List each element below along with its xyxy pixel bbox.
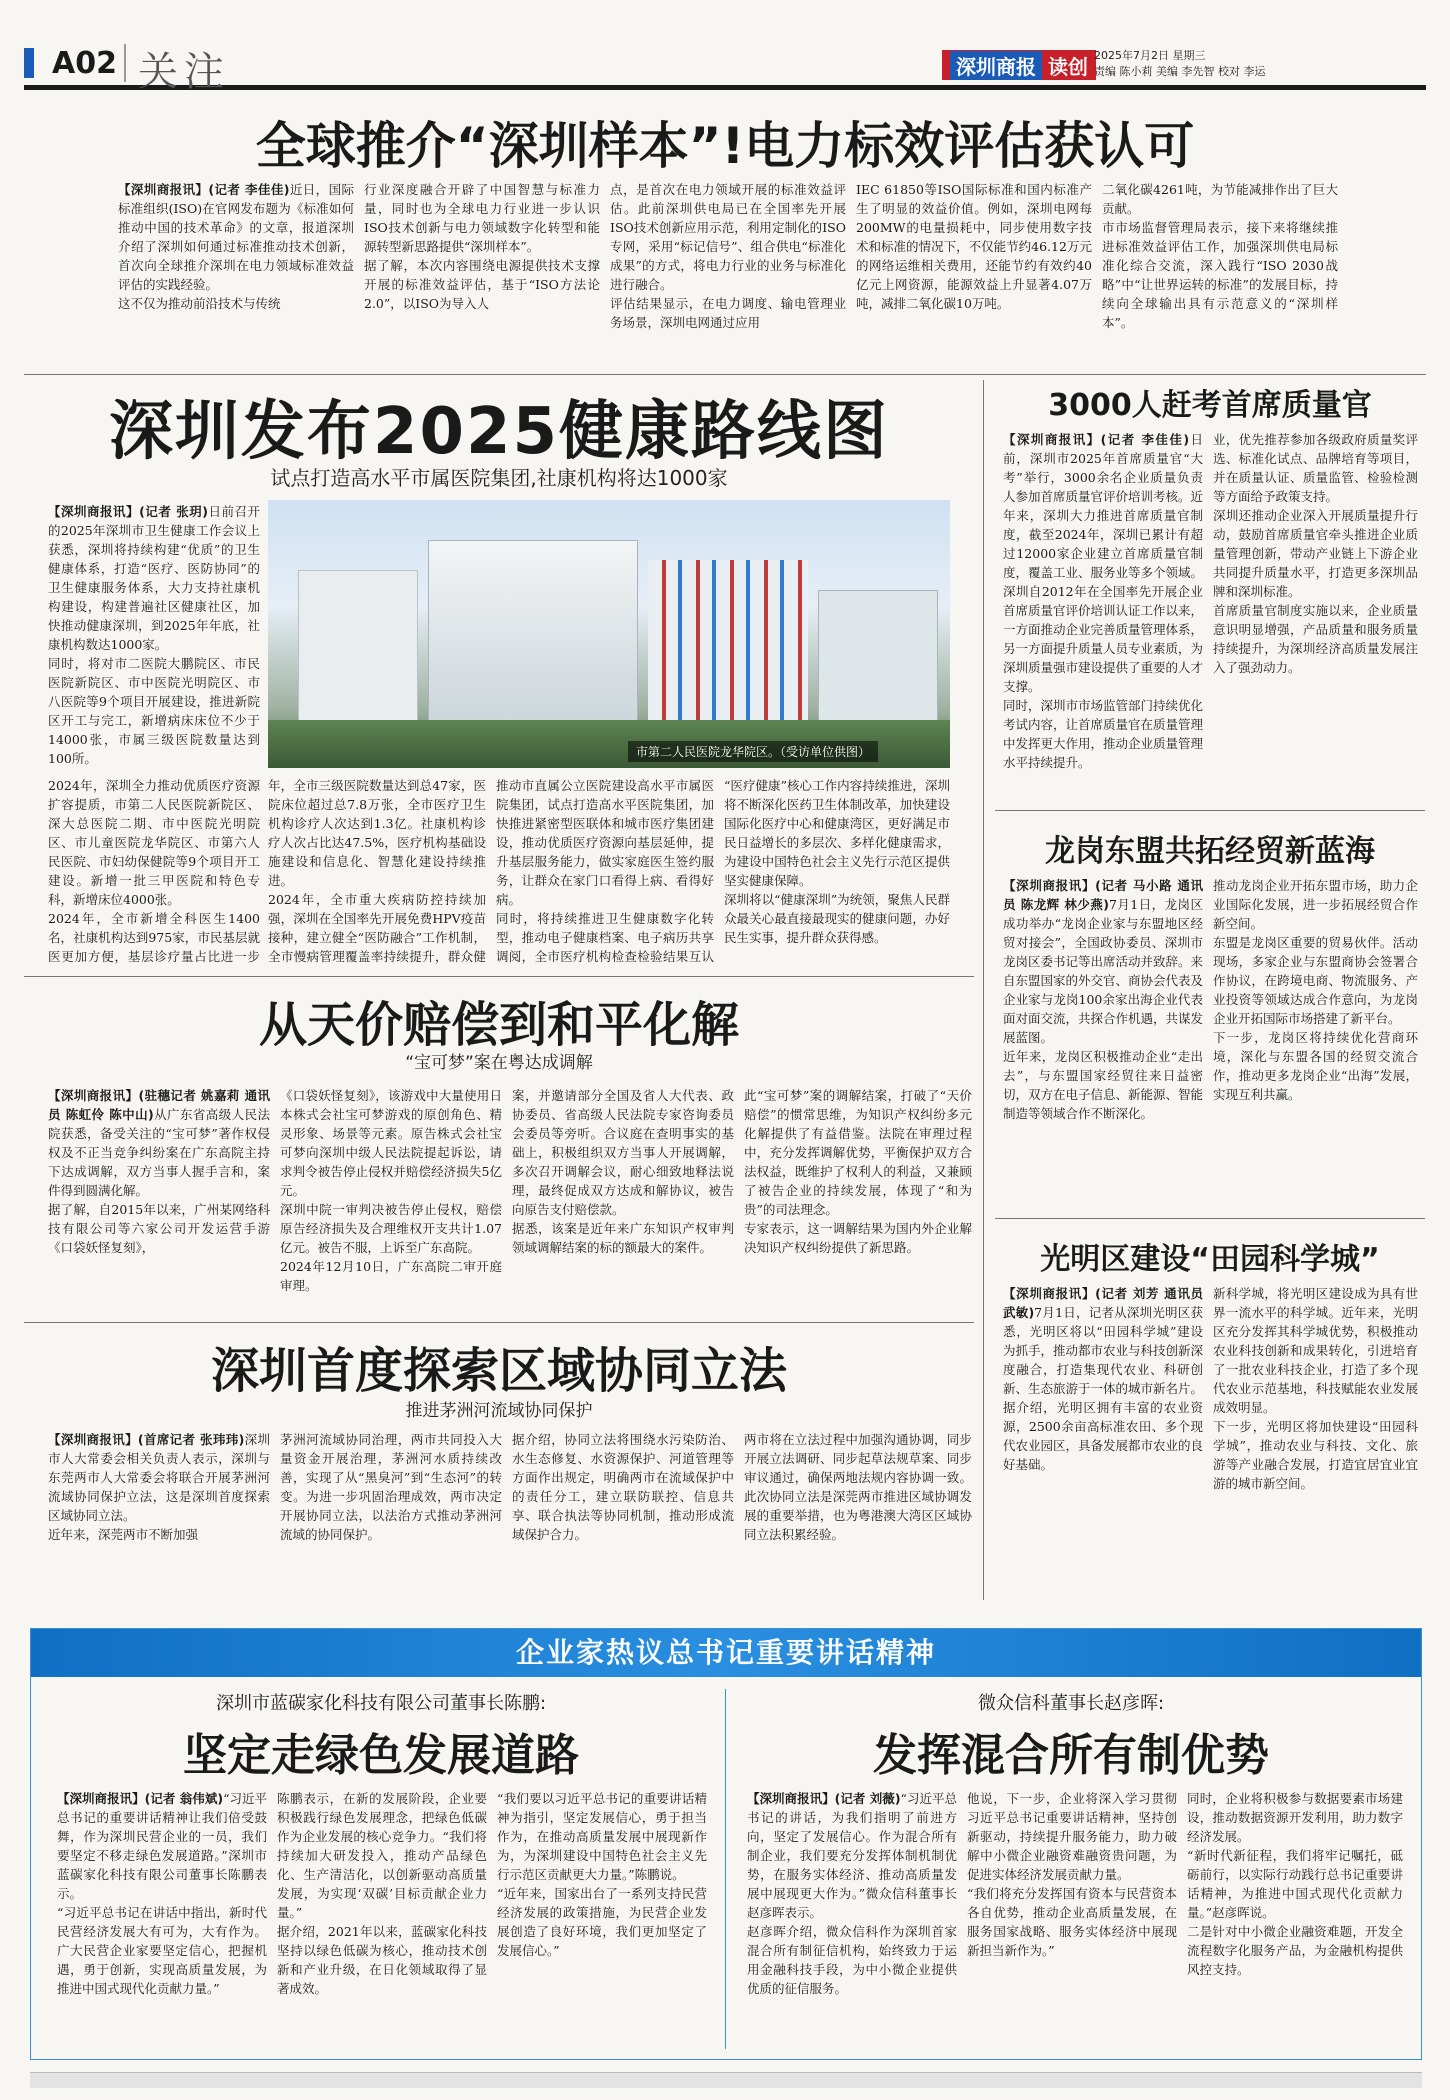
story2-col3 <box>268 776 486 966</box>
band-right-col2-text: 他说，下一步，企业将深入学习贯彻习近平总书记重要讲话精神，坚持创新驱动，持续提升服务能力，助力破解中小微企业融资难融资贵问题，为促进实体经济发展贡献力量。 “我们将充分发挥国有资本与民营资本各自优势，推动企业高质量发展，在服务国家战略、服务实体经济中展现新担当新作为。” <box>967 1791 1177 1958</box>
divider-story4 <box>995 1218 1425 1219</box>
issue-info <box>1094 48 1424 80</box>
band-right-col3-text: 同时，企业将积极参与数据要素市场建设，推动数据资源开发利用，助力数字经济发展。 “新时代新征程，我们将牢记嘱托，砥砺前行，以实际行动践行总书记重要讲话精神，为推进中国式现代化贡献力量。”赵彦晖说。 二是针对中小微企业融资难题，开发全流程数字化服务产品，为金融机构提供风控支持。 <box>1187 1791 1403 1977</box>
story5-col2 <box>280 1086 502 1314</box>
paper-logo-name: 深圳商报 <box>950 51 1042 80</box>
byline: 【深圳商报讯】(记者 李佳佳) <box>1003 432 1190 447</box>
story7-col4-text: 两市将在立法过程中加强沟通协调，同步开展立法调研、同步起草法规草案、同步审议通过，确保两地法规内容协调一致。此次协同立法是深莞两市推进区域协调发展的重要举措，也为粤港澳大湾区区域协同立法积累经验。 <box>744 1432 972 1542</box>
story4-col1-text: 【深圳商报讯】(记者 马小路 通讯员 陈龙辉 林少燕)7月1日，龙岗区成功举办“龙岗企业家与东盟地区经贸对接会”，全国政协委员、深圳市龙岗区委书记等出席活动并致辞。来自东盟国家的外交官、商协会代表及企业家与龙岗100余家出海企业代表面对面交流，共探合作机遇，共谋发展蓝图。 近年来，龙岗区积极推动企业“走出去”，与东盟国家经贸往来日益密切，双方在电子信息、新能源、智能制造等领域合作不断深化。 <box>1003 878 1203 1121</box>
story1-col1 <box>118 180 354 376</box>
story3-col2-text: 业，优先推荐参加各级政府质量奖评选、标准化试点、品牌培育等项目，并在质量认证、质量监管、检验检测等方面给予政策支持。 深圳还推动企业深入开展质量提升行动，鼓励首席质量官牵头推进企业质量管理创新，带动产业链上下游企业共同提升质量水平，打造更多深圳品牌和深圳标准。 首席质量官制度实施以来，企业质量意识明显增强，产品质量和服务质量持续提升，为深圳经济高质量发展注入了强劲动力。 <box>1213 432 1418 675</box>
story5-col4-text: 此“宝可梦”案的调解结案，打破了“天价赔偿”的惯常思维，为知识产权纠纷多元化解提供了有益借鉴。法院在审理过程中，充分发挥调解优势，平衡保护双方合法权益，既维护了权利人的利益，又兼顾了被告企业的持续发展，体现了“和为贵”的司法理念。 专家表示，这一调解结果为国内外企业解决知识产权纠纷提供了新思路。 <box>744 1088 972 1255</box>
story2-col1 <box>48 502 260 770</box>
band-right-kicker: 微众信科董事长赵彦晖: <box>977 1693 1165 1714</box>
byline: 【深圳商报讯】(记者 翁伟斌) <box>57 1791 224 1806</box>
band-right-col1 <box>747 1789 957 2051</box>
story1-col3-text: 点，是首次在电力领域开展的标准效益评估。此前深圳供电局已在全国率先开展ISO技术创新应用示范，利用定制化的ISO专网，采用“标记信号”、组合供电“标准化成果”的方式，将电力行业的业务与标准化进行融合。 评估结果显示，在电力调度、输电管理业务场景，深圳电网通过应用 <box>610 182 846 330</box>
column-divider-vertical <box>983 380 984 1600</box>
story5-col2-text: 《口袋妖怪复刻》，该游戏中大量使用日本株式会社宝可梦游戏的原创角色、精灵形象、场景等元素。原告株式会社宝可梦向深圳中级人民法院提起诉讼，请求判令被告停止侵权并赔偿经济损失5亿元。 深圳中院一审判决被告停止侵权，赔偿原告经济损失及合理维权开支共计1.07亿元。被告不服，上诉至广东高院。 2024年12月10日，广东高院二审开庭审理。 <box>280 1088 502 1293</box>
band-right-col3 <box>1187 1789 1403 2051</box>
band-left-col3-text: “我们要以习近平总书记的重要讲话精神为指引，坚定发展信心，勇于担当作为，在推动高质量发展中展现新作为，为深圳建设中国特色社会主义先行示范区贡献更大力量。”陈鹏说。 “近年来，国家出台了一系列支持民营经济发展的政策措施，为民营企业发展创造了良好环境，我们更加坚定了发展信心。” <box>497 1791 707 1958</box>
byline: 【深圳商报讯】(记者 刘芳 通讯员 武敏) <box>1003 1286 1203 1320</box>
story5-col1 <box>48 1086 270 1314</box>
paper-logo-brand: 读创 <box>1048 54 1088 79</box>
photo-building-colorful <box>648 560 808 740</box>
story1-col2 <box>364 180 600 376</box>
story7-col3-text: 据介绍，协同立法将围绕水污染防治、水生态修复、水资源保护、河道管理等方面作出规定，明确两市在流域保护中的责任分工，建立联防联控、信息共享、联合执法等协同机制，推动形成流域保护合力。 <box>512 1432 734 1542</box>
photo-building-center <box>428 540 638 740</box>
story6-col2-text: 新科学城，将光明区建设成为具有世界一流水平的科学城。近年来，光明区充分发挥其科学城优势，积极推动农业科技创新和成果转化，引进培育了一批农业科技企业，打造了多个现代农业示范基地，科技赋能农业发展成效明显。 下一步，光明区将加快建设“田园科学城”，推动农业与科技、文化、旅游等产业融合发展，打造宜居宜业宜游的城市新空间。 <box>1213 1286 1418 1491</box>
page-number: A02 <box>52 46 117 81</box>
divider-story3 <box>995 810 1425 811</box>
story1-headline: 全球推介“深圳样本”!电力标效评估获认可 <box>255 117 1195 175</box>
issue-date: 2025年7月2日 星期三 <box>1094 49 1206 62</box>
story2-col2 <box>48 776 260 966</box>
band-left-kicker: 深圳市蓝碳家化科技有限公司董事长陈鹏: <box>215 1693 547 1714</box>
story7-col2 <box>280 1430 502 1600</box>
story5-col3-text: 案，并邀请部分全国及省人大代表、政协委员、省高级人民法院专家咨询委员会委员等旁听。合议庭在查明事实的基础上，积极组织双方当事人开展调解，多次召开调解会议，耐心细致地释法说理，最终促成双方达成和解协议，被告向原告支付赔偿款。 据悉，该案是近年来广东知识产权审判领域调解结案的标的额最大的案件。 <box>512 1088 734 1255</box>
byline: 【深圳商报讯】(驻穗记者 姚嘉莉 通讯员 陈虹伶 陈中山) <box>48 1088 270 1122</box>
story2-col4 <box>496 776 714 966</box>
story5-col4 <box>744 1086 972 1314</box>
band-left-col2-text: 陈鹏表示，在新的发展阶段，企业要积极践行绿色发展理念，把绿色低碳作为企业发展的核心竞争力。“我们将持续加大研发投入，推动产品绿色化、生产清洁化，以创新驱动高质量发展，为实现‘双碳’目标贡献企业力量。” 据介绍，2021年以来，蓝碳家化科技坚持以绿色低碳为核心，推动技术创新和产业升级，在日化领域取得了显著成效。 <box>277 1791 487 1996</box>
story5-subhead: “宝可梦”案在粤达成调解 <box>405 1053 593 1073</box>
story2-col5-text: “医疗健康”核心工作内容持续推进，深圳将不断深化医药卫生体制改革，加快建设国际化医疗中心和健康湾区，更好满足市民日益增长的多层次、多样化健康需求，为建设中国特色社会主义先行示范区提供坚实健康保障。 深圳将以“健康深圳”为统领，聚焦人民群众最关心最直接最现实的健康问题，办好民生实事，提升群众获得感。 <box>724 778 950 945</box>
story2-headline: 深圳发布2025健康路线图 <box>108 395 890 469</box>
band-left-col2 <box>277 1789 487 2051</box>
band-right-col2 <box>967 1789 1177 2051</box>
story7-headline: 深圳首度探索区域协同立法 <box>210 1343 787 1399</box>
divider-story1 <box>24 374 1426 375</box>
paper-logo <box>942 50 1096 80</box>
band-right-col1-text: 【深圳商报讯】(记者 刘薇)“习近平总书记的讲话，为我们指明了前进方向，坚定了发展信心。作为混合所有制企业，我们要充分发挥体制机制优势，在服务实体经济、推动高质量发展中展现更大作为。”微众信科董事长赵彦晖表示。 赵彦晖介绍，微众信科作为深圳首家混合所有制征信机构，始终致力于运用金融科技手段，为中小微企业提供优质的征信服务。 <box>747 1791 957 1996</box>
story3-headline: 3000人赶考首席质量官 <box>1048 388 1372 423</box>
footer-strip <box>30 2072 1422 2088</box>
story7-col4 <box>744 1430 972 1600</box>
byline: 【深圳商报讯】(记者 李佳佳) <box>118 182 290 197</box>
byline: 【深圳商报讯】(记者 张玥) <box>48 504 208 519</box>
story3-col2 <box>1213 430 1418 798</box>
story1-col4-text: IEC 61850等ISO国际标准和国内标准产生了明显的效益价值。例如，深圳电网每200MW的电量损耗中，同步使用数字技术和标准的情况下，不仅能节约46.12万元的网络运维相关费用，还能节约有效约40亿元上网资源，能源效益上升显著4.07万吨，减排二氧化碳10万吨。 <box>856 182 1092 311</box>
story7-col1-text: 【深圳商报讯】(首席记者 张玮玮)深圳市人大常委会相关负责人表示，深圳与东莞两市人大常委会将联合开展茅洲河流域协同保护立法，这是深圳首度探索区域协同立法。 近年来，深莞两市不断加强 <box>48 1432 270 1542</box>
story4-col2 <box>1213 876 1418 1206</box>
band-left-col3 <box>497 1789 707 2051</box>
story7-subhead: 推进茅洲河流域协同保护 <box>405 1401 593 1421</box>
story1-col2-text: 行业深度融合开辟了中国智慧与标准力量，同时也为全球电力行业进一步认识ISO技术创新与电力领域数字化转型和能源转型新思路提供“深圳样本”。 据了解，本次内容围绕电源提供技术支撑开展的标准效益评估，基于“ISO方法论2.0”，以ISO为导入人 <box>364 182 600 311</box>
story6-col1 <box>1003 1284 1203 1600</box>
story4-headline: 龙岗东盟共拓经贸新蓝海 <box>1045 834 1375 869</box>
story3-col1 <box>1003 430 1203 798</box>
band-left-headline: 坚定走绿色发展道路 <box>183 1730 579 1781</box>
byline: 【深圳商报讯】(记者 马小路 通讯员 陈龙辉 林少燕) <box>1003 878 1203 912</box>
section-marker-bar <box>24 48 34 78</box>
band-left-col1 <box>57 1789 267 2051</box>
section-title: 关注 <box>138 49 230 95</box>
photo-building-left <box>298 570 418 740</box>
story6-col1-text: 【深圳商报讯】(记者 刘芳 通讯员 武敏)7月1日，记者从深圳光明区获悉，光明区将以“田园科学城”建设为抓手，推动都市农业与科技创新深度融合，打造集现代农业、科研创新、生态旅游于一体的城市新名片。 据介绍，光明区拥有丰富的农业资源，2500余亩高标准农田、多个现代农业园区，具备发展都市农业的良好基础。 <box>1003 1286 1203 1472</box>
divider-story5 <box>24 1322 974 1323</box>
byline: 【深圳商报讯】(首席记者 张玮玮) <box>48 1432 245 1447</box>
issue-editors: 责编 陈小莉 美编 李先智 校对 李运 <box>1094 65 1266 78</box>
band-right-headline: 发挥混合所有制优势 <box>873 1730 1269 1781</box>
story1-col5 <box>1102 180 1338 376</box>
story2-col1-text: 【深圳商报讯】(记者 张玥)日前召开的2025年深圳市卫生健康工作会议上获悉，深圳将持续构建“优质”的卫生健康体系，打造“医疗、医防协同”的卫生健康服务体系，大力支持社康机构建设，构建普遍社区健康社区，加快推动健康深圳，到2025年年底，社康机构数达1000家。 同时，将对市二医院大鹏院区、市民医院新院区、市中医院光明院区、市八医院等9个项目开展建设，推进新院区开工与完工，新增病床床位不少于14000张，市属三级医院数量达到100所。 <box>48 504 260 766</box>
story5-col3 <box>512 1086 734 1314</box>
hospital-photo <box>268 500 950 768</box>
story2-col3-text: 年，全市三级医院数量达到总47家，医院床位超过总7.8万张，全市医疗卫生机构诊疗人次达到1.3亿。社康机构诊疗人次占比达47.5%，医疗机构基础设施建设和信息化、智慧化建设持续推进。 2024年，全市重大疾病防控持续加强，深圳在全国率先开展免费HPV疫苗接种，建立健全“医防融合”工作机制，全市慢病管理覆盖率持续提升，群众健 <box>268 778 486 964</box>
masthead <box>24 40 1426 95</box>
story2-subhead: 试点打造高水平市属医院集团,社康机构将达1000家 <box>270 466 728 490</box>
byline: 【深圳商报讯】(记者 刘薇) <box>747 1791 901 1806</box>
story1-col5-text: 二氧化碳4261吨，为节能减排作出了巨大贡献。 市市场监督管理局表示，接下来将继续推进标准效益评估工作，加强深圳供电局标准化综合交流，深入践行“ISO 2030战略”中“让世界运转的标准”的发展目标，持续向全球输出具有示范意义的“深圳样本”。 <box>1102 182 1338 330</box>
photo-building-right <box>818 590 938 740</box>
story6-headline: 光明区建设“田园科学城” <box>1040 1242 1380 1277</box>
band-left-col1-text: 【深圳商报讯】(记者 翁伟斌)“习近平总书记的重要讲话精神让我们倍受鼓舞，作为深圳民营企业的一员，我们要坚定不移走绿色发展道路。”深圳市蓝碳家化科技有限公司董事长陈鹏表示。 “习近平总书记在讲话中指出，新时代民营经济发展大有可为，大有作为。广大民营企业家要坚定信心，把握机遇，勇于创新，实现高质量发展，为推进中国式现代化贡献力量。” <box>57 1791 267 1996</box>
story2-col4-text: 推动市直属公立医院建设高水平市属医院集团，试点打造高水平医院集团，加快推进紧密型医联体和城市医疗集团建设，推动优质医疗资源向基层延伸，提升基层服务能力，做实家庭医生签约服务，让群众在家门口看得上病、看得好病。 同时，将持续推进卫生健康数字化转型，推动电子健康档案、电子病历共享调阅，全市医疗机构检查检验结果互认 <box>496 778 714 964</box>
story1-col4 <box>856 180 1092 376</box>
band-divider <box>725 1689 726 2049</box>
story7-col3 <box>512 1430 734 1600</box>
story6-col2 <box>1213 1284 1418 1600</box>
story7-col1 <box>48 1430 270 1600</box>
masthead-divider <box>124 44 126 82</box>
story2-col5 <box>724 776 950 966</box>
story3-col1-text: 【深圳商报讯】(记者 李佳佳)日前，深圳市2025年首席质量官“大考”举行，3000余名企业质量负责人参加首席质量官评价培训考核。近年来，深圳大力推进首席质量官制度，截至2024年，深圳已累计有超过12000家企业建立首席质量官制度，覆盖工业、服务业等多个领域。 深圳自2012年在全国率先开展企业首席质量官评价培训认证工作以来，一方面推动企业完善质量管理体系，另一方面提升质量人员专业素质，为深圳质量强市建设提供了重要的人才支撑。 同时，深圳市市场监管部门持续优化考试内容，让首席质量官在质量管理中发挥更大作用，推动企业质量管理水平持续提升。 <box>1003 432 1203 770</box>
divider-story2 <box>24 976 974 977</box>
story5-col1-text: 【深圳商报讯】(驻穗记者 姚嘉莉 通讯员 陈虹伶 陈中山)从广东省高级人民法院获悉，备受关注的“宝可梦”著作权侵权及不正当竞争纠纷案在广东高院主持下达成调解，双方当事人握手言和，案件得到圆满化解。 据了解，自2015年以来，广州某网络科技有限公司等六家公司开发运营手游《口袋妖怪复刻》， <box>48 1088 270 1255</box>
story7-col2-text: 茅洲河流域协同治理，两市共同投入大量资金开展治理，茅洲河水质持续改善，实现了从“黑臭河”到“生态河”的转变。为进一步巩固治理成效，两市决定开展协同立法，以法治方式推动茅洲河流域的协同保护。 <box>280 1432 502 1542</box>
story5-headline: 从天价赔偿到和平化解 <box>258 997 739 1053</box>
story4-col2-text: 推动龙岗企业开拓东盟市场，助力企业国际化发展，进一步拓展经贸合作新空间。 东盟是龙岗区重要的贸易伙伴。活动现场，多家企业与东盟商协会签署合作协议，在跨境电商、物流服务、产业投资等领域达成合作意向，为龙岗企业开拓国际市场搭建了新平台。 下一步，龙岗区将持续优化营商环境，深化与东盟各国的经贸交流合作，推动更多龙岗企业“出海”发展，实现互利共赢。 <box>1213 878 1418 1102</box>
story1-col3 <box>610 180 846 376</box>
story1-col1-text: 【深圳商报讯】(记者 李佳佳)近日，国际标准组织(ISO)在官网发布题为《标准如何推动中国的技术革命》的文章，报道深圳介绍了深圳如何通过标准推动技术创新，首次向全球推介深圳在电力领域标准效益评估的实践经验。 这不仅为推动前沿技术与传统 <box>118 182 354 311</box>
special-section-band <box>30 1628 1422 2060</box>
story2-col2-text: 2024年，深圳全力推动优质医疗资源扩容提质，市第二人民医院新院区、深大总医院二期、市中医院光明院区、市儿童医院龙华院区、市第六人民医院、市妇幼保健院等9个项目开工建设。新增一批三甲医院和特色专科，新增床位4000张。 2024年，全市新增全科医生1400名，社康机构达到975家，市民基层就医更加方便，基层诊疗量占比进一步 <box>48 778 260 964</box>
story4-col1 <box>1003 876 1203 1206</box>
photo-caption: 市第二人民医院龙华院区。（受访单位供图） <box>628 741 878 762</box>
band-title: 企业家热议总书记重要讲话精神 <box>31 1629 1421 1677</box>
